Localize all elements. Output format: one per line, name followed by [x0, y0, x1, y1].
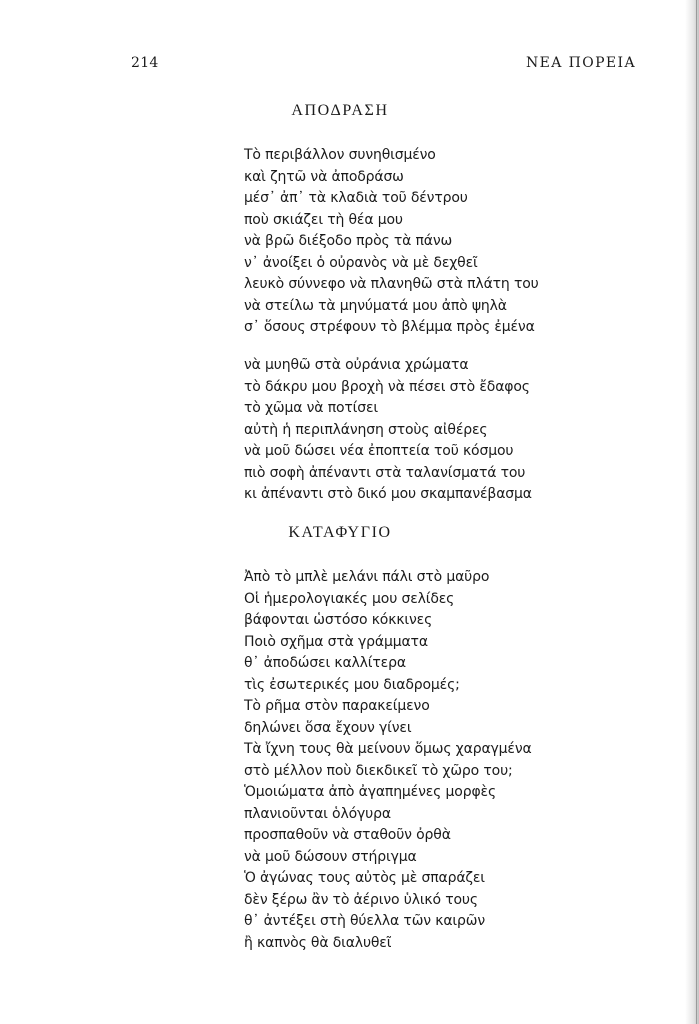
poem-line: βάφονται ὡστόσο κόκκινες	[244, 612, 433, 628]
poem-line: προσπαθοῦν νὰ σταθοῦν ὀρθὰ	[244, 827, 451, 843]
poem-line: Ποιὸ σχῆμα στὰ γράμματα	[244, 633, 428, 650]
poem-line: τὸ δάκρυ μου βροχὴ νὰ πέσει στὸ ἔδαφος	[244, 378, 530, 395]
poem-line: αὐτὴ ἡ περιπλάνηση στοὺς αἰθέρες	[244, 421, 488, 438]
poem-line: στὸ μέλλον ποὺ διεκδικεῖ τὸ χῶρο του;	[244, 762, 513, 779]
poem-title: ΚΑΤΑΦΥΓΙΟ	[288, 524, 392, 541]
poem-line: ν᾽ ἀνοίξει ὁ οὐρανὸς νὰ μὲ δεχθεῖ	[244, 254, 478, 271]
poem-line: Τὸ ρῆμα στὸν παρακείμενο	[244, 698, 430, 714]
page-number: 214	[131, 55, 159, 71]
page-edge	[696, 0, 697, 1024]
poem-line: Ἀπὸ τὸ μπλὲ μελάνι πάλι στὸ μαῦρο	[244, 569, 490, 585]
poem-line: πιὸ σοφὴ ἀπέναντι στὰ ταλανίσματά του	[244, 464, 526, 481]
poem-line: νὰ στείλω τὰ μηνύματά μου ἀπὸ ψηλὰ	[244, 297, 507, 314]
poem-line: καὶ ζητῶ νὰ ἀποδράσω	[244, 168, 404, 185]
running-head: ΝΕΑ ΠΟΡΕΙΑ	[526, 55, 636, 71]
poem-line: σ᾽ ὅσους στρέφουν τὸ βλέμμα πρὸς ἐμένα	[244, 319, 535, 335]
poem-line: νὰ μοῦ δώσουν στήριγμα	[244, 848, 417, 865]
poem-stanza	[244, 145, 539, 339]
poem-line: τὶς ἐσωτερικές μου διαδρομές;	[244, 676, 460, 693]
poem-line: μέσ᾽ ἀπ᾽ τὰ κλαδιὰ τοῦ δέντρου	[244, 190, 468, 206]
poem-line: νὰ βρῶ διέξοδο πρὸς τὰ πάνω	[244, 233, 453, 249]
poem-line: Οἱ ἡμερολογιακές μου σελίδες	[244, 590, 455, 607]
poem-stanza	[244, 355, 532, 506]
poem-line: νὰ μοῦ δώσει νέα ἐποπτεία τοῦ κόσμου	[244, 443, 514, 459]
poem-line: Ὁ ἀγώνας τους αὐτὸς μὲ σπαράζει	[244, 870, 485, 886]
poem-line: τὸ χῶμα νὰ ποτίσει	[244, 400, 378, 416]
poem-stanza	[244, 567, 532, 954]
poem-line: θ᾽ ἀντέξει στὴ θύελλα τῶν καιρῶν	[244, 913, 485, 929]
poem-title: ΑΠΟΔΡΑΣΗ	[291, 102, 389, 119]
poem-line: Ὁμοιώματα ἀπὸ ἀγαπημένες μορφὲς	[244, 784, 497, 800]
poem-line: πλανιοῦνται ὁλόγυρα	[244, 805, 391, 822]
poem-line: ποὺ σκιάζει τὴ θέα μου	[244, 211, 403, 228]
poem-line: θ᾽ ἀποδώσει καλλίτερα	[244, 655, 406, 671]
poem-line: Τὸ περιβάλλον συνηθισμένο	[244, 147, 436, 163]
poem-line: λευκὸ σύννεφο νὰ πλανηθῶ στὰ πλάτη του	[244, 276, 539, 292]
poem-line: ἢ καπνὸς θὰ διαλυθεῖ	[244, 934, 392, 951]
poem-line: νὰ μυηθῶ στὰ οὐράνια χρώματα	[244, 357, 469, 373]
poem-line: δηλώνει ὅσα ἔχουν γίνει	[244, 719, 412, 736]
poem-line: δὲν ξέρω ἂν τὸ ἀέρινο ὑλικό τους	[244, 891, 478, 908]
poem-line: κι ἀπέναντι στὸ δικό μου σκαμπανέβασμα	[244, 486, 532, 502]
poem-line: Τὰ ἴχνη τους θὰ μείνουν ὅμως χαραγμένα	[244, 741, 532, 757]
